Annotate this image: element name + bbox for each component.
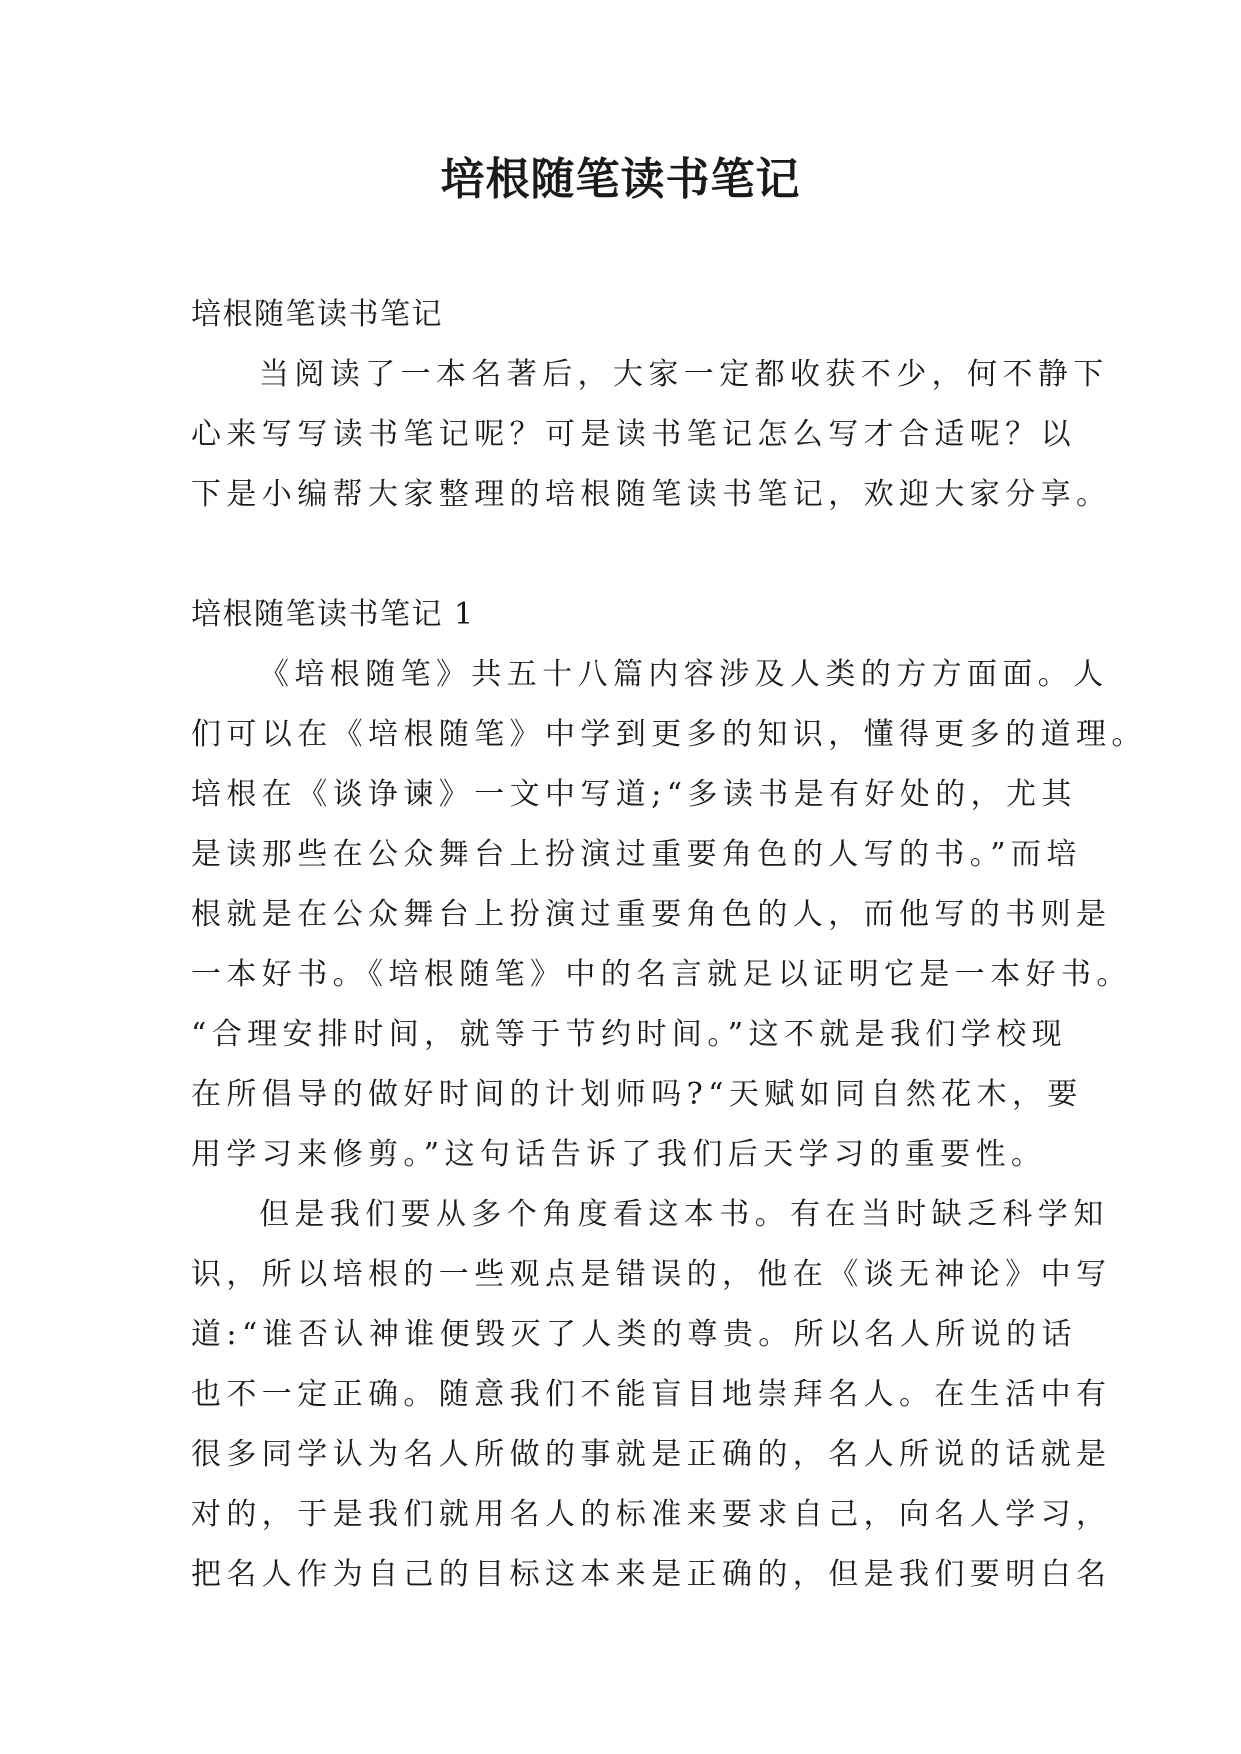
- text-line: 一本好书。《培根随笔》中的名言就足以证明它是一本好书。: [191, 957, 1132, 992]
- text-line: 用学习来修剪。”这句话告诉了我们后天学习的重要性。: [191, 1137, 1047, 1172]
- text-line: 把名人作为自己的目标这本来是正确的，但是我们要明白名: [191, 1557, 1112, 1592]
- text-line: 对的，于是我们就用名人的标准来要求自己，向名人学习，: [191, 1497, 1112, 1532]
- text-line: 根就是在公众舞台上扮演过重要角色的人，而他写的书则是: [191, 897, 1112, 932]
- text-line: 在所倡导的做好时间的计划师吗?“天赋如同自然花木，要: [191, 1077, 1083, 1112]
- text-line: 道:“谁否认神谁便毁灭了人类的尊贵。所以名人所说的话: [191, 1317, 1077, 1352]
- section-heading: 培根随笔读书笔记: [191, 297, 443, 332]
- text-line: 心来写写读书笔记呢？可是读书笔记怎么写才合适呢？以: [191, 417, 1076, 452]
- text-line: “合理安排时间，就等于节约时间。”这不就是我们学校现: [191, 1017, 1068, 1052]
- section-heading: 培根随笔读书笔记 1: [191, 597, 475, 632]
- text-line: 也不一定正确。随意我们不能盲目地崇拜名人。在生活中有: [191, 1377, 1112, 1412]
- text-line: 识，所以培根的一些观点是错误的，他在《谈无神论》中写: [191, 1257, 1112, 1292]
- text-line: 是读那些在公众舞台上扮演过重要角色的人写的书。”而培: [191, 837, 1082, 872]
- paragraph: [191, 1185, 1112, 1605]
- text-line: 但是我们要从多个角度看这本书。有在当时缺乏科学知: [259, 1197, 1109, 1232]
- text-line: 下是小编帮大家整理的培根随笔读书笔记，欢迎大家分享。: [191, 477, 1112, 512]
- document-title: 培根随笔读书笔记: [440, 154, 801, 205]
- text-line: 很多同学认为名人所做的事就是正确的，名人所说的话就是: [191, 1437, 1112, 1472]
- document-body: [191, 285, 1147, 1605]
- text-line: 们可以在《培根随笔》中学到更多的知识，懂得更多的道理。: [191, 717, 1147, 752]
- text-line: 《培根随笔》共五十八篇内容涉及人类的方方面面。人: [259, 657, 1109, 692]
- paragraph: [191, 645, 1147, 1185]
- paragraph: [191, 345, 1112, 525]
- paragraph-spacer: [191, 525, 1091, 585]
- text-line: 当阅读了一本名著后，大家一定都收获不少，何不静下: [259, 357, 1109, 392]
- text-line: 培根在《谈诤谏》一文中写道;“多读书是有好处的，尤其: [191, 777, 1077, 812]
